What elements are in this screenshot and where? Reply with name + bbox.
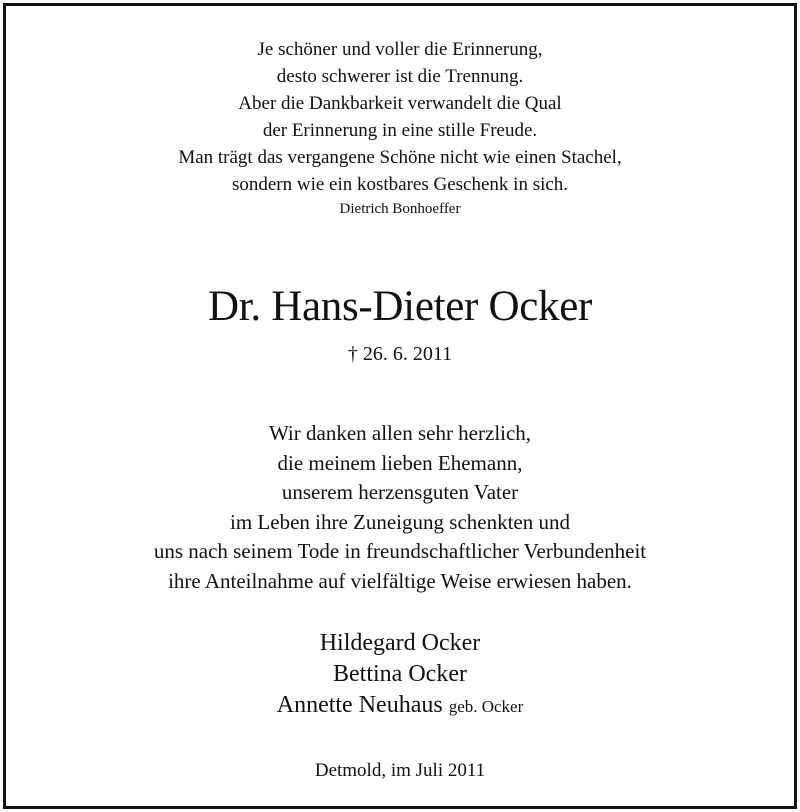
thanks-line: uns nach seinem Tode in freundschaftlicher Verbundenheit <box>153 539 647 563</box>
thanks-line: unserem herzensguten Vater <box>281 480 519 504</box>
quote-line: Man trägt das vergangene Schöne nicht wie einen Stachel, <box>178 147 622 168</box>
quote-line: der Erinnerung in eine stille Freude. <box>262 120 538 141</box>
deceased-name: Dr. Hans-Dieter Ocker <box>207 283 593 330</box>
quote-line: Aber die Dankbarkeit verwandelt die Qual <box>238 93 562 114</box>
thanks-line: die meinem lieben Ehemann, <box>277 450 523 475</box>
family-member: Hildegard Ocker <box>319 630 481 656</box>
family-member: Bettina Ocker <box>333 661 467 687</box>
maiden-name: geb. Ocker <box>448 697 524 716</box>
thanks-line: im Leben ihre Zuneigung schenkten und <box>230 509 570 534</box>
thanks-line: ihre Anteilnahme auf vielfältige Weise erwiesen haben. <box>168 568 632 593</box>
thanks-block <box>6 419 794 596</box>
quote-block <box>6 36 794 220</box>
quote-line: desto schwerer ist die Trennung. <box>276 66 524 87</box>
quote-line: Je schöner und voller die Erinnerung, <box>257 39 543 60</box>
place-and-date: Detmold, im Juli 2011 <box>314 760 486 781</box>
obituary-notice <box>3 3 797 809</box>
family-signatures <box>6 628 794 722</box>
death-date: † 26. 6. 2011 <box>347 343 453 365</box>
thanks-line: Wir danken allen sehr herzlich, <box>268 421 532 445</box>
family-member-name: Annette Neuhaus <box>276 692 443 718</box>
quote-author: Dietrich Bonhoeffer <box>339 201 461 217</box>
family-member <box>6 690 794 722</box>
quote-line: sondern wie ein kostbares Geschenk in sich. <box>231 174 569 195</box>
